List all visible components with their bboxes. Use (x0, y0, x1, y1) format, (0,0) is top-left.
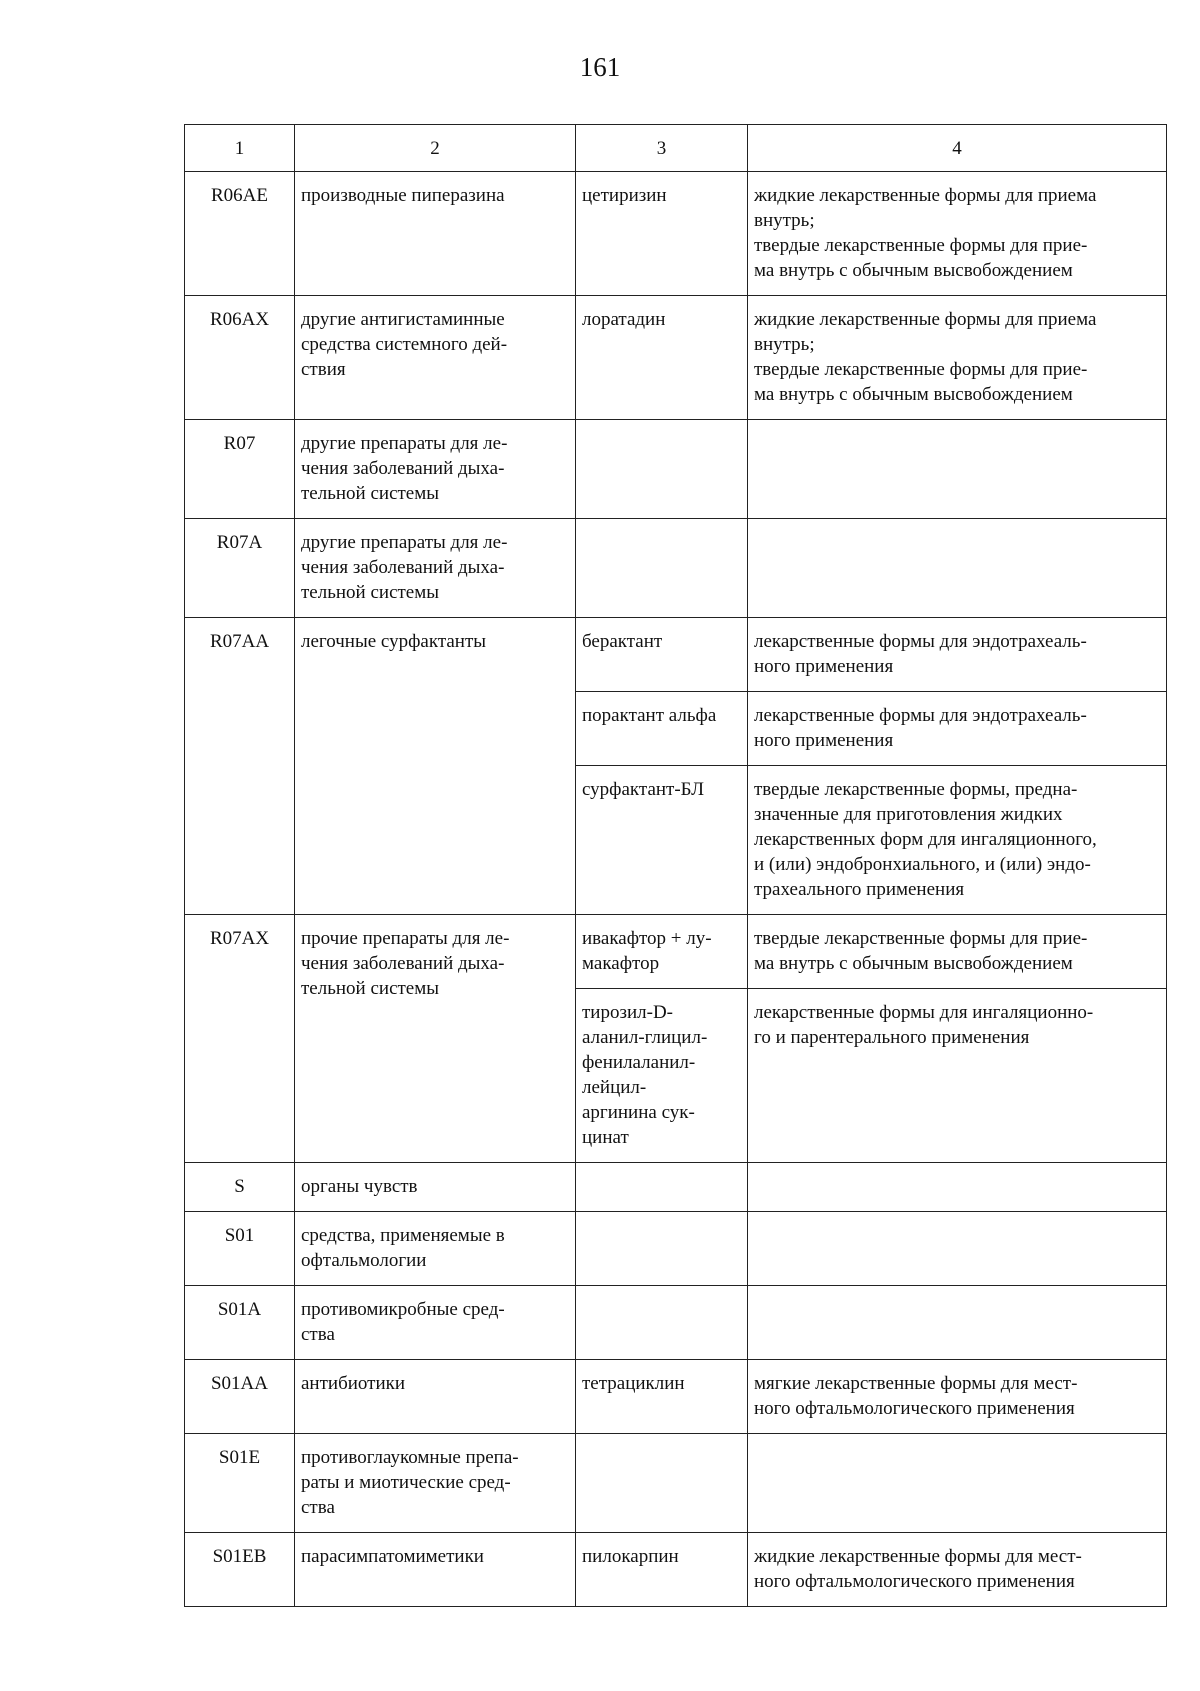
group-name-line: средства, применяемые в (301, 1225, 505, 1246)
drug-name-line: макафтор (582, 953, 660, 974)
group-name-cell (295, 1286, 576, 1360)
group-name-cell (295, 296, 576, 420)
group-name-cell (295, 1533, 576, 1607)
dosage-forms-cell (748, 1212, 1167, 1286)
dosage-forms-cell (748, 1533, 1167, 1607)
atc-code-cell: S01E (185, 1434, 295, 1533)
dosage-form-line: лекарственные формы для ингаляционно- (754, 1002, 1094, 1023)
group-name-line: другие препараты для ле- (301, 532, 508, 553)
group-name-line: противоглаукомные препа- (301, 1447, 519, 1468)
dosage-forms-cell (748, 1286, 1167, 1360)
drug-name-cell (576, 420, 748, 519)
group-name-line: тельной системы (301, 582, 440, 603)
atc-code-cell: S01AA (185, 1360, 295, 1434)
table-row (185, 1286, 1167, 1360)
group-name-cell (295, 618, 576, 915)
group-name-line: ства (301, 1497, 335, 1518)
dosage-form-line: внутрь; (754, 334, 815, 355)
group-name-line: офтальмологии (301, 1250, 427, 1271)
dosage-form-line: ного применения (754, 656, 894, 677)
dosage-form-line: ма внутрь с обычным высвобождением (754, 953, 1073, 974)
dosage-form-line: ного применения (754, 730, 894, 751)
dosage-forms-cell (748, 420, 1167, 519)
dosage-forms-cell (748, 692, 1167, 766)
group-name-cell (295, 1163, 576, 1212)
table-row (185, 172, 1167, 296)
group-name-line: чения заболеваний дыха- (301, 953, 505, 974)
group-name-line: органы чувств (301, 1176, 418, 1197)
atc-code-cell: S01A (185, 1286, 295, 1360)
group-name-line: тельной системы (301, 978, 440, 999)
atc-code-cell: R07AX (185, 915, 295, 1163)
table-row (185, 1434, 1167, 1533)
column-header: 1 (185, 125, 295, 172)
drug-name-line: цинат (582, 1127, 629, 1148)
dosage-form-line: твердые лекарственные формы для прие- (754, 235, 1088, 256)
drug-name-line: лоратадин (582, 309, 666, 330)
drug-name-cell (576, 1434, 748, 1533)
drug-table (184, 124, 1167, 1607)
dosage-forms-cell (748, 915, 1167, 989)
table-row (185, 1360, 1167, 1434)
dosage-form-line: твердые лекарственные формы для прие- (754, 359, 1088, 380)
drug-name-line: аланил-глицил- (582, 1027, 708, 1048)
group-name-line: легочные сурфактанты (301, 631, 487, 652)
dosage-forms-cell (748, 1163, 1167, 1212)
group-name-cell (295, 1360, 576, 1434)
drug-name-cell (576, 692, 748, 766)
group-name-cell (295, 915, 576, 1163)
drug-name-line: пилокарпин (582, 1546, 679, 1567)
group-name-cell (295, 172, 576, 296)
atc-code-cell: R07 (185, 420, 295, 519)
dosage-forms-cell (748, 989, 1167, 1163)
drug-name-cell (576, 618, 748, 692)
drug-name-line: порактант альфа (582, 705, 717, 726)
page-number: 161 (579, 52, 621, 82)
atc-code-cell: R06AE (185, 172, 295, 296)
dosage-form-line: трахеального применения (754, 879, 965, 900)
group-name-line: раты и миотические сред- (301, 1472, 511, 1493)
group-name-cell (295, 519, 576, 618)
group-name-line: чения заболеваний дыха- (301, 458, 505, 479)
dosage-form-line: значенные для приготовления жидких (754, 804, 1063, 825)
drug-name-line: сурфактант-БЛ (582, 779, 704, 800)
group-name-line: парасимпатомиметики (301, 1546, 484, 1567)
dosage-form-line: внутрь; (754, 210, 815, 231)
table-row (185, 420, 1167, 519)
dosage-form-line: ма внутрь с обычным высвобождением (754, 384, 1073, 405)
drug-name-line: ивакафтор + лу- (582, 928, 712, 949)
drug-name-line: лейцил- (582, 1077, 647, 1098)
dosage-forms-cell (748, 1360, 1167, 1434)
dosage-form-line: лекарственные формы для эндотрахеаль- (754, 631, 1087, 652)
table-row (185, 1212, 1167, 1286)
drug-name-cell (576, 172, 748, 296)
dosage-forms-cell (748, 1434, 1167, 1533)
drug-name-line: тирозил-D- (582, 1002, 674, 1023)
group-name-cell (295, 1434, 576, 1533)
table-row (185, 618, 1167, 692)
dosage-form-line: жидкие лекарственные формы для приема (754, 185, 1097, 206)
group-name-cell (295, 420, 576, 519)
group-name-line: ствия (301, 359, 346, 380)
table-row (185, 1533, 1167, 1607)
drug-name-cell (576, 989, 748, 1163)
table-row (185, 296, 1167, 420)
column-header: 2 (295, 125, 576, 172)
group-name-line: антибиотики (301, 1373, 406, 1394)
group-name-line: средства системного дей- (301, 334, 508, 355)
atc-code-cell: R06AX (185, 296, 295, 420)
drug-name-cell (576, 1212, 748, 1286)
drug-name-line: цетиризин (582, 185, 667, 206)
dosage-forms-cell (748, 766, 1167, 915)
dosage-form-line: и (или) эндобронхиального, и (или) эндо- (754, 854, 1091, 875)
dosage-form-line: твердые лекарственные формы для прие- (754, 928, 1088, 949)
dosage-forms-cell (748, 296, 1167, 420)
table-row (185, 1163, 1167, 1212)
drug-name-line: аргинина сук- (582, 1102, 695, 1123)
dosage-form-line: жидкие лекарственные формы для приема (754, 309, 1097, 330)
dosage-form-line: жидкие лекарственные формы для мест- (754, 1546, 1082, 1567)
drug-name-cell (576, 519, 748, 618)
table-row (185, 915, 1167, 989)
dosage-form-line: го и парентерального применения (754, 1027, 1030, 1048)
atc-code-cell: S (185, 1163, 295, 1212)
column-header: 4 (748, 125, 1167, 172)
dosage-form-line: ного офтальмологического применения (754, 1398, 1075, 1419)
atc-code-cell: S01 (185, 1212, 295, 1286)
atc-code-cell: R07AA (185, 618, 295, 915)
group-name-cell (295, 1212, 576, 1286)
column-header: 3 (576, 125, 748, 172)
dosage-form-line: лекарственные формы для эндотрахеаль- (754, 705, 1087, 726)
dosage-form-line: ма внутрь с обычным высвобождением (754, 260, 1073, 281)
table-row (185, 519, 1167, 618)
drug-name-cell (576, 1533, 748, 1607)
table-body (185, 172, 1167, 1607)
group-name-line: производные пиперазина (301, 185, 505, 206)
drug-name-cell (576, 766, 748, 915)
dosage-form-line: лекарственных форм для ингаляционного, (754, 829, 1097, 850)
group-name-line: прочие препараты для ле- (301, 928, 510, 949)
drug-name-cell (576, 1286, 748, 1360)
dosage-form-line: твердые лекарственные формы, предна- (754, 779, 1078, 800)
dosage-forms-cell (748, 519, 1167, 618)
dosage-form-line: ного офтальмологического применения (754, 1571, 1075, 1592)
group-name-line: тельной системы (301, 483, 440, 504)
dosage-forms-cell (748, 172, 1167, 296)
drug-name-cell (576, 915, 748, 989)
group-name-line: другие препараты для ле- (301, 433, 508, 454)
drug-name-line: берактант (582, 631, 663, 652)
drug-name-line: тетрациклин (582, 1373, 685, 1394)
atc-code-cell: S01EB (185, 1533, 295, 1607)
dosage-form-line: мягкие лекарственные формы для мест- (754, 1373, 1078, 1394)
group-name-line: противомикробные сред- (301, 1299, 505, 1320)
group-name-line: другие антигистаминные (301, 309, 505, 330)
group-name-line: чения заболеваний дыха- (301, 557, 505, 578)
drug-name-line: фенилаланил- (582, 1052, 696, 1073)
drug-name-cell (576, 1163, 748, 1212)
atc-code-cell: R07A (185, 519, 295, 618)
drug-name-cell (576, 1360, 748, 1434)
drug-name-cell (576, 296, 748, 420)
group-name-line: ства (301, 1324, 335, 1345)
dosage-forms-cell (748, 618, 1167, 692)
table-header-row (185, 125, 1167, 172)
